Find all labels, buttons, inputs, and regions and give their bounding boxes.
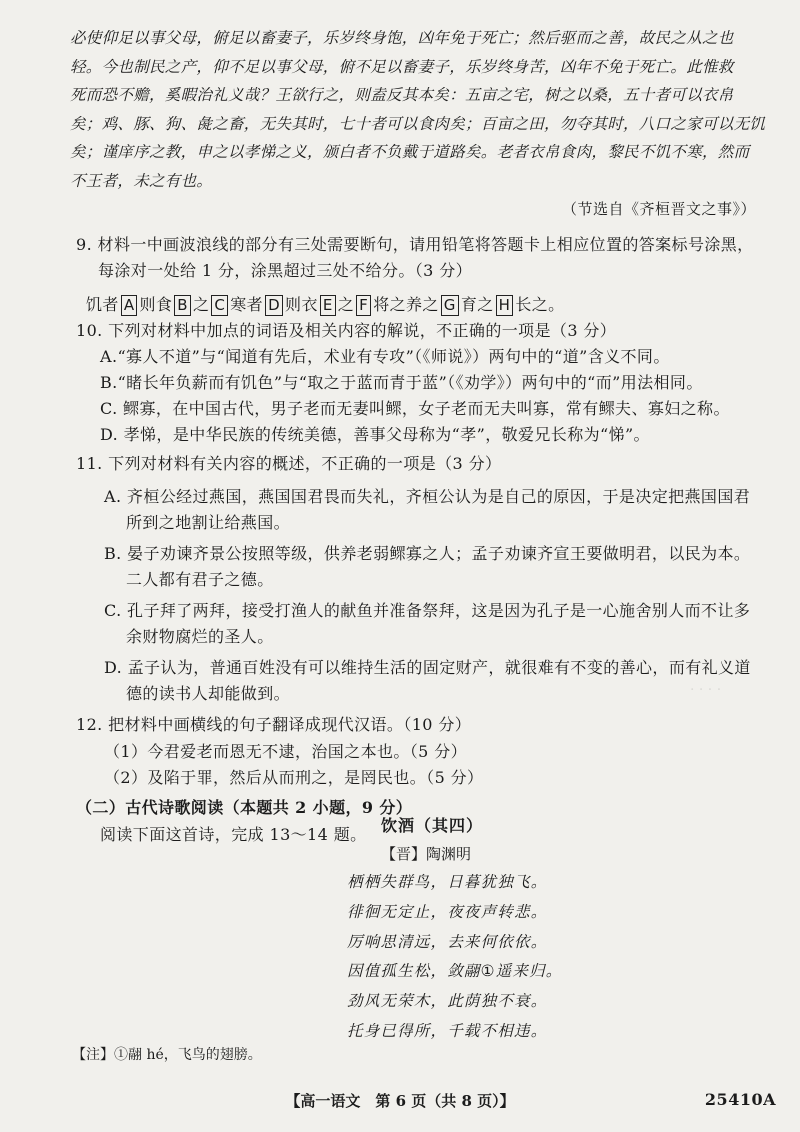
q9-answer-box: C — [211, 295, 228, 316]
q9-stem: 9. 材料一中画波浪线的部分有三处需要断句，请用铅笔将答题卡上相应位置的答案标号涂黑， — [76, 235, 754, 254]
q11-option-a: A. 齐桓公经过燕国，燕国国君畏而失礼，齐桓公认为是自己的原因，于是决定把燕国国君 — [104, 487, 751, 506]
q9-answer-box: H — [496, 295, 514, 316]
q9-segment: 长之。 — [515, 295, 565, 314]
q9-answer-row — [86, 292, 565, 318]
q9-answer-box: G — [441, 295, 459, 316]
q9-segment: 之 — [337, 295, 355, 314]
q12-item-2: （2）及陷于罪，然后从而刑之，是罔民也。（5 分） — [104, 768, 484, 787]
footnote: 【注】①翮 hé，飞鸟的翅膀。 — [72, 1047, 262, 1063]
poem-line: 劲风无荣木，此荫独不衰。 — [347, 992, 548, 1011]
passage-line: 必使仰足以事父母，俯足以畜妻子，乐岁终身饱，凶年免于死亡；然后驱而之善，故民之从之也 — [70, 29, 734, 47]
passage-line: 死而恐不赡，奚暇治礼义哉？王欲行之，则盍反其本矣：五亩之宅，树之以桑，五十者可以衣帛 — [70, 86, 734, 104]
passage-line: 不王者，未之有也。 — [70, 171, 213, 190]
poem-body — [347, 868, 563, 1047]
q9-answer-box: B — [174, 295, 191, 316]
exam-code: 25410A — [704, 1090, 776, 1109]
q9-segment: 将之养之 — [373, 295, 439, 314]
poem-line: 栖栖失群鸟，日暮犹独飞。 — [347, 873, 548, 891]
passage-line: 轻。今也制民之产，仰不足以事父母，俯不足以畜妻子，乐岁终身苦，凶年不免于死亡。此惟救 — [70, 57, 734, 76]
q9-segment: 则衣 — [285, 295, 318, 314]
q10-option-c: C. 鳏寡，在中国古代，男子老而无妻叫鳏，女子老而无夫叫寡，常有鳏夫、寡妇之称。 — [100, 399, 730, 418]
q11-option-b: B. 晏子劝谏齐景公按照等级，供养老弱鳏寡之人；孟子劝谏齐宣王要做明君，以民为本。 — [104, 544, 751, 563]
q12-item-1: （1）今君爱老而恩无不逮，治国之本也。（5 分） — [104, 742, 468, 761]
q9-segment: 则食 — [139, 295, 173, 314]
passage-source: （节选自《齐桓晋文之事》） — [561, 200, 756, 218]
q10-option-b: B.“睹长年负薪而有饥色”与“取之于蓝而青于蓝”（《劝学》）两句中的“而”用法相同。 — [100, 373, 703, 392]
page-footer: 【高一语文 第 6 页（共 8 页）】 — [285, 1092, 515, 1110]
section-heading-poetry: （二）古代诗歌阅读（本题共 2 小题，9 分） — [76, 798, 413, 817]
q9-segment: 寒者 — [230, 295, 264, 314]
q11-stem: 11. 下列对材料有关内容的概述，不正确的一项是（3 分） — [76, 454, 502, 473]
classical-passage — [70, 24, 766, 195]
q11-option-b-cont: 二人都有君子之德。 — [126, 570, 274, 589]
q10-option-a: A.“寡人不道”与“闻道有先后，术业有专攻”（《师说》）两句中的“道”含义不同。 — [100, 347, 670, 366]
q9-answer-box: E — [320, 295, 336, 316]
q9-answer-box: A — [121, 295, 138, 316]
poem-line: 厉响思清远，去来何依依。 — [347, 932, 548, 951]
q9-answer-box: F — [356, 295, 371, 316]
q11-option-c: C. 孔子拜了两拜，接受打渔人的献鱼并准备祭拜，这是因为孔子是一心施舍别人而不让多 — [104, 601, 751, 620]
passage-line: 矣；谨庠序之教，申之以孝悌之义，颁白者不负戴于道路矣。老者衣帛食肉，黎民不饥不寒，然而 — [70, 143, 750, 161]
q9-stem-cont: 每涂对一处给 1 分，涂黑超过三处不给分。（3 分） — [98, 261, 473, 280]
q10-stem: 10. 下列对材料中加点的词语及相关内容的解说，不正确的一项是（3 分） — [76, 321, 617, 340]
poem-author: 【晋】陶渊明 — [381, 845, 472, 863]
section-instruction: 阅读下面这首诗，完成 13～14 题。 — [100, 825, 367, 844]
q10-option-d: D. 孝悌，是中华民族的传统美德，善事父母称为“孝”，敬爱兄长称为“悌”。 — [100, 425, 650, 444]
q11-option-d: D. 孟子认为，普通百姓没有可以维持生活的固定财产，就很难有不变的善心，而有礼义道 — [104, 658, 751, 677]
poem-line: 徘徊无定止，夜夜声转悲。 — [347, 902, 548, 921]
poem-line: 托身已得所，千载不相违。 — [347, 1021, 548, 1040]
passage-line: 矣；鸡、豚、狗、彘之畜，无失其时，七十者可以食肉矣；百亩之田，勿夺其时，八口之家可以无饥 — [70, 114, 766, 133]
poem-title: 饮酒（其四） — [381, 816, 484, 835]
q11-option-a-cont: 所到之地割让给燕国。 — [126, 513, 291, 532]
q11-option-d-cont: 德的读书人却能做到。 — [126, 684, 291, 703]
bleed-through-texture: · · · · — [690, 682, 722, 698]
q9-answer-box: D — [265, 295, 283, 316]
q12-stem: 12. 把材料中画横线的句子翻译成现代汉语。（10 分） — [76, 715, 472, 734]
poem-line: 因值孤生松，敛翮①遥来归。 — [347, 962, 563, 981]
q9-segment: 之 — [193, 295, 210, 314]
q9-segment: 饥者 — [86, 295, 119, 314]
q9-segment: 育之 — [460, 295, 494, 314]
q11-option-c-cont: 余财物腐烂的圣人。 — [126, 627, 274, 646]
